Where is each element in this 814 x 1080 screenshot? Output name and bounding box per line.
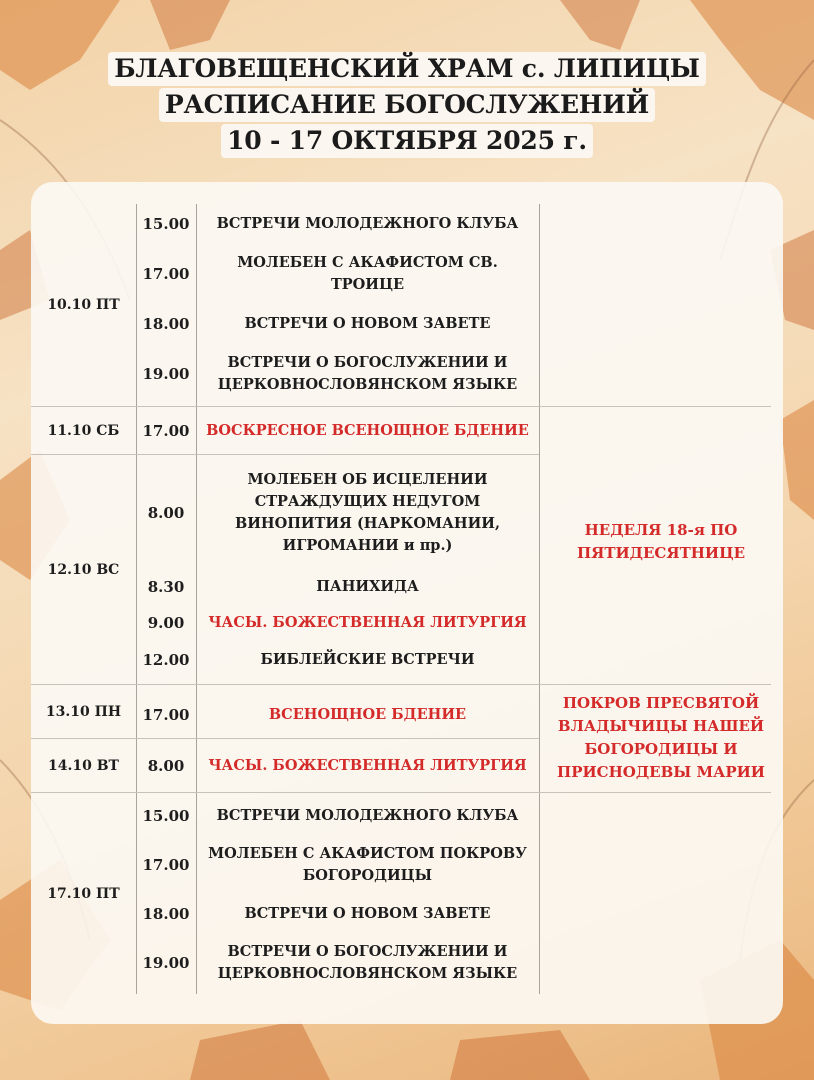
event-time: 15.00 bbox=[142, 807, 190, 825]
event-time: 8.30 bbox=[147, 578, 185, 596]
event-time: 9.00 bbox=[147, 614, 185, 632]
event-title: ВСТРЕЧИ МОЛОДЕЖНОГО КЛУБА bbox=[216, 215, 519, 232]
event-title: МОЛЕБЕН С АКАФИСТОМ СВ. ТРОИЦЕ bbox=[237, 254, 498, 293]
event-title: ВСТРЕЧИ О НОВОМ ЗАВЕТЕ bbox=[244, 315, 491, 332]
event-time: 17.00 bbox=[142, 856, 190, 874]
event-time: 12.00 bbox=[142, 651, 190, 669]
event-time: 17.00 bbox=[142, 265, 190, 283]
event-time: 8.00 bbox=[147, 756, 185, 775]
day-label: 17.10 ПТ bbox=[47, 885, 120, 902]
event-time: 19.00 bbox=[142, 954, 190, 972]
event-title: ВОСКРЕСНОЕ ВСЕНОЩНОЕ БДЕНИЕ bbox=[206, 421, 529, 439]
event-title: ПАНИХИДА bbox=[316, 578, 419, 595]
column-divider bbox=[539, 204, 540, 994]
event-title: МОЛЕБЕН ОБ ИСЦЕЛЕНИИ СТРАЖДУЩИХ НЕДУГОМ ВИНОПИТИЯ (НАРКОМАНИИ, ИГРОМАНИИ и пр.) bbox=[234, 471, 501, 554]
event-title: ЧАСЫ. БОЖЕСТВЕННАЯ ЛИТУРГИЯ bbox=[208, 756, 527, 774]
event-time: 15.00 bbox=[142, 215, 190, 233]
feast-note: ПОКРОВ ПРЕСВЯТОЙ ВЛАДЫЧИЦЫ НАШЕЙ БОГОРОДИЦЫ И ПРИСНОДЕВЫ МАРИИ bbox=[557, 694, 765, 781]
event-time: 17.00 bbox=[142, 421, 190, 440]
event-title: МОЛЕБЕН С АКАФИСТОМ ПОКРОВУ БОГОРОДИЦЫ bbox=[208, 845, 527, 884]
row-divider bbox=[31, 792, 771, 793]
day-label: 12.10 ВС bbox=[47, 561, 120, 578]
week-note: НЕДЕЛЯ 18-я ПО ПЯТИДЕСЯТНИЦЕ bbox=[576, 521, 746, 562]
day-label: 11.10 СБ bbox=[47, 422, 120, 439]
date-range: 10 - 17 ОКТЯБРЯ 2025 г. bbox=[221, 124, 593, 158]
event-time: 18.00 bbox=[142, 315, 190, 333]
event-title: ВСТРЕЧИ О БОГОСЛУЖЕНИИ И ЦЕРКОВНОСЛОВЯНСКОМ ЯЗЫКЕ bbox=[217, 943, 518, 982]
event-title: ВСТРЕЧИ О НОВОМ ЗАВЕТЕ bbox=[244, 905, 491, 922]
schedule-table bbox=[31, 182, 783, 1024]
event-time: 18.00 bbox=[142, 905, 190, 923]
page-header bbox=[0, 52, 814, 160]
event-time: 19.00 bbox=[142, 365, 190, 383]
day-label: 13.10 ПН bbox=[45, 703, 122, 720]
event-title: ВСЕНОЩНОЕ БДЕНИЕ bbox=[268, 706, 467, 723]
schedule-title: РАСПИСАНИЕ БОГОСЛУЖЕНИЙ bbox=[159, 88, 655, 122]
event-title: ВСТРЕЧИ МОЛОДЕЖНОГО КЛУБА bbox=[216, 807, 519, 824]
day-label: 10.10 ПТ bbox=[47, 297, 120, 313]
church-title: БЛАГОВЕЩЕНСКИЙ ХРАМ с. ЛИПИЦЫ bbox=[108, 52, 706, 86]
event-time: 17.00 bbox=[142, 706, 190, 724]
event-title: ВСТРЕЧИ О БОГОСЛУЖЕНИИ И ЦЕРКОВНОСЛОВЯНСКОМ ЯЗЫКЕ bbox=[217, 354, 518, 393]
event-title: БИБЛЕЙСКИЕ ВСТРЕЧИ bbox=[260, 651, 475, 668]
day-label: 14.10 ВТ bbox=[48, 757, 119, 774]
event-title: ЧАСЫ. БОЖЕСТВЕННАЯ ЛИТУРГИЯ bbox=[208, 614, 527, 631]
event-time: 8.00 bbox=[147, 504, 185, 522]
